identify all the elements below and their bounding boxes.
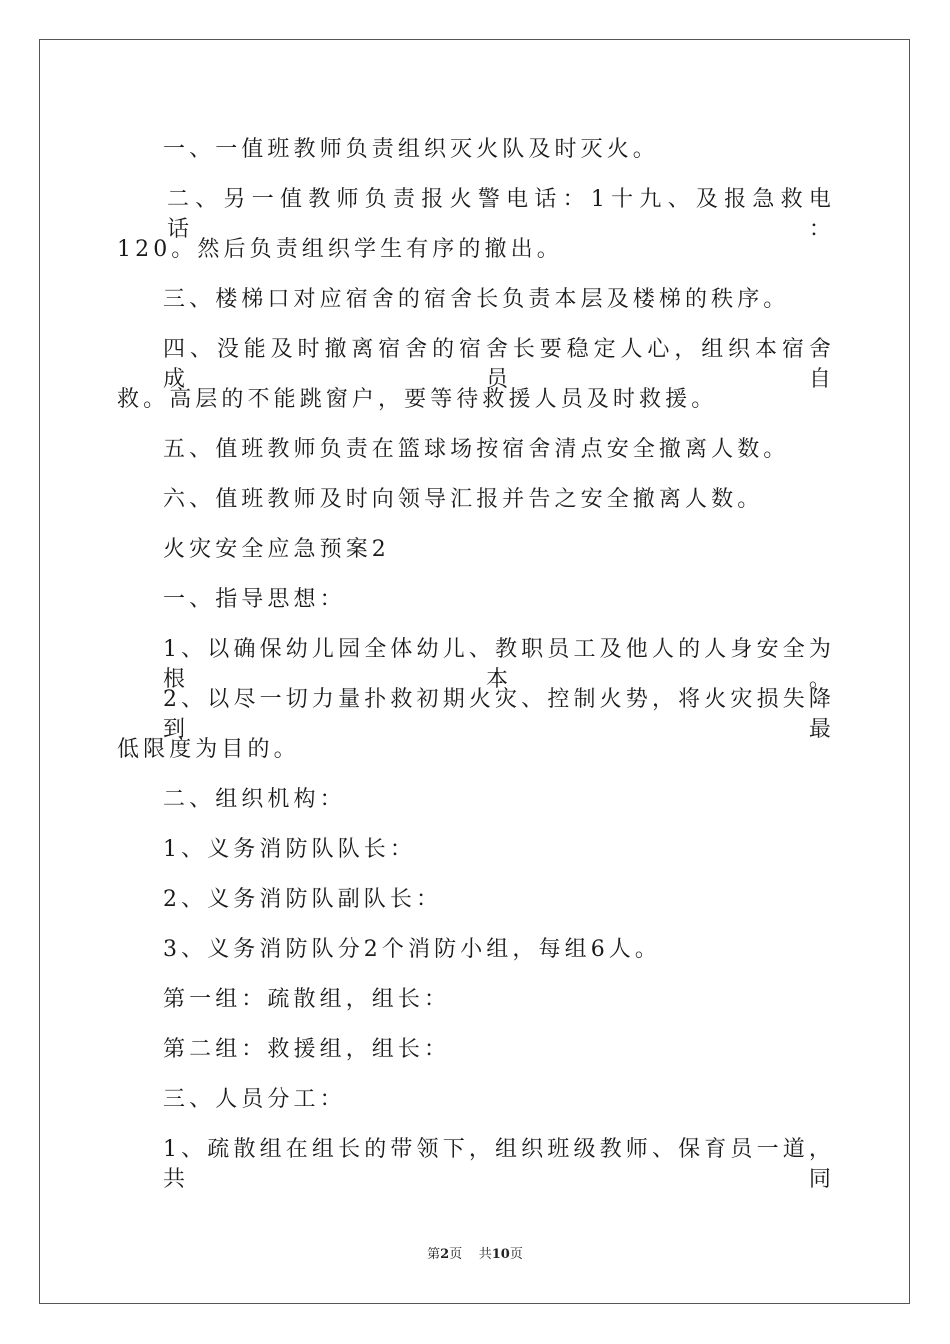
paragraph-line: 第二组：救援组，组长： — [163, 1037, 451, 1062]
paragraph-line: 一、一值班教师负责组织灭火队及时灭火。 — [163, 137, 659, 162]
paragraph-line: 三、楼梯口对应宿舍的宿舍长负责本层及楼梯的秩序。 — [163, 287, 790, 312]
paragraph-line: 1、疏散组在组长的带领下，组织班级教师、保育员一道，共同 — [163, 1137, 835, 1192]
heading-line: 二、组织机构： — [163, 787, 346, 812]
paragraph-line: 2、义务消防队副队长： — [163, 887, 443, 912]
paragraph-line: 救。高层的不能跳窗户，要等待救援人员及时救援。 — [117, 387, 718, 412]
page-footer — [0, 1245, 950, 1265]
footer-mid: 页 共 — [449, 1247, 492, 1262]
heading-line: 一、指导思想： — [163, 587, 346, 612]
footer-prefix: 第 — [427, 1247, 441, 1262]
paragraph-line: 五、值班教师负责在篮球场按宿舍清点安全撤离人数。 — [163, 437, 790, 462]
heading-line: 三、人员分工： — [163, 1087, 346, 1112]
paragraph-line: 第一组：疏散组，组长： — [163, 987, 451, 1012]
footer-suffix: 页 — [509, 1247, 523, 1262]
paragraph-line: 1、义务消防队队长： — [163, 837, 416, 862]
paragraph-line: 六、值班教师及时向领导汇报并告之安全撤离人数。 — [163, 487, 764, 512]
section-title: 火灾安全应急预案2 — [163, 537, 390, 562]
paragraph-line: 120。然后负责组织学生有序的撤出。 — [117, 237, 563, 262]
paragraph-line: 2、以尽一切力量扑救初期火灾、控制火势，将火灾损失降到最 — [163, 687, 835, 742]
footer-page-current: 2 — [440, 1247, 450, 1262]
paragraph-line: 低限度为目的。 — [117, 737, 300, 762]
paragraph-line: 四、没能及时撤离宿舍的宿舍长要稳定人心，组织本宿舍成员自 — [163, 337, 835, 392]
paragraph-line: 1、以确保幼儿园全体幼儿、教职员工及他人的人身安全为根本。 — [163, 637, 835, 692]
paragraph-line: 二、另一值教师负责报火警电话：1十九、及报急救电话： — [167, 187, 835, 242]
footer-page-total: 10 — [491, 1247, 510, 1262]
paragraph-line: 3、义务消防队分2个消防小组，每组6人。 — [163, 937, 661, 962]
